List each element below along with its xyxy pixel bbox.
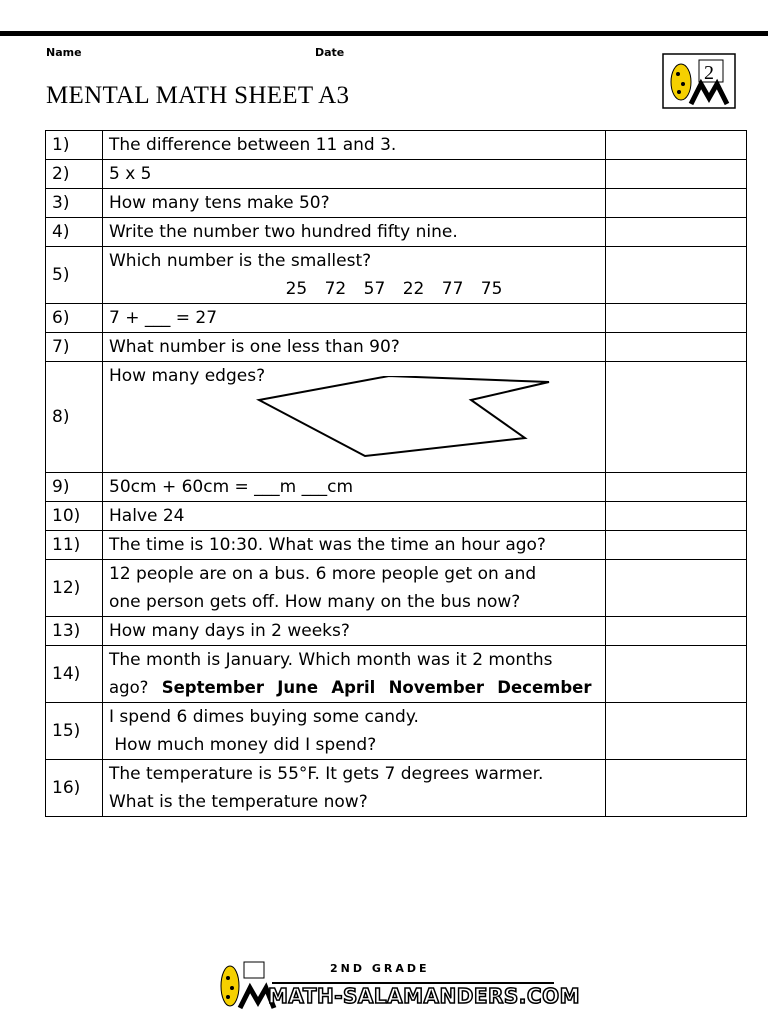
answer-box[interactable] xyxy=(606,617,747,646)
shape-area xyxy=(109,390,599,472)
answer-box[interactable] xyxy=(606,131,747,160)
question-row xyxy=(46,131,747,160)
answer-box[interactable] xyxy=(606,247,747,304)
footer-grade: 2ND GRADE xyxy=(330,962,430,975)
month-option: December xyxy=(497,678,592,697)
answer-box[interactable] xyxy=(606,189,747,218)
question-row xyxy=(46,333,747,362)
question-number: 7) xyxy=(46,333,103,362)
question-row xyxy=(46,531,747,560)
question-cell xyxy=(103,703,606,760)
number-option: 57 xyxy=(363,279,386,299)
footer-site: MATH-SALAMANDERS.COM xyxy=(268,984,580,1008)
question-row xyxy=(46,160,747,189)
question-cell xyxy=(103,362,606,473)
question-number: 16) xyxy=(46,760,103,817)
question-number: 10) xyxy=(46,502,103,531)
question-number: 14) xyxy=(46,646,103,703)
month-option: November xyxy=(388,678,485,697)
page-title: MENTAL MATH SHEET A3 xyxy=(46,82,350,109)
question-cell xyxy=(103,646,606,703)
grade-badge: 2 xyxy=(704,62,714,84)
question-number: 12) xyxy=(46,560,103,617)
question-number: 1) xyxy=(46,131,103,160)
question-text: 5 x 5 xyxy=(103,160,606,189)
question-text-line2: What is the temperature now? xyxy=(109,792,368,812)
answer-box[interactable] xyxy=(606,160,747,189)
question-text-line2: ago? xyxy=(109,678,149,697)
question-number: 11) xyxy=(46,531,103,560)
question-text-line1: The month is January. Which month was it 2 months xyxy=(109,650,553,670)
question-row xyxy=(46,189,747,218)
question-number: 3) xyxy=(46,189,103,218)
answer-box[interactable] xyxy=(606,703,747,760)
question-row xyxy=(46,617,747,646)
question-number: 13) xyxy=(46,617,103,646)
question-text: The difference between 11 and 3. xyxy=(103,131,606,160)
questions-table xyxy=(45,130,747,817)
question-row xyxy=(46,703,747,760)
question-number: 6) xyxy=(46,304,103,333)
question-row xyxy=(46,646,747,703)
question-number: 15) xyxy=(46,703,103,760)
question-text-line2: How much money did I spend? xyxy=(109,735,377,755)
question-text: Write the number two hundred fifty nine. xyxy=(103,218,606,247)
month-option: April xyxy=(331,678,376,697)
question-text: How many tens make 50? xyxy=(103,189,606,218)
question-number: 9) xyxy=(46,473,103,502)
grade-logo xyxy=(661,52,737,110)
question-number: 5) xyxy=(46,247,103,304)
question-number: 4) xyxy=(46,218,103,247)
number-list xyxy=(109,275,599,303)
answer-box[interactable] xyxy=(606,560,747,617)
answer-box[interactable] xyxy=(606,760,747,817)
answer-box[interactable] xyxy=(606,531,747,560)
question-cell xyxy=(103,247,606,304)
polygon-shape xyxy=(109,376,569,458)
top-rule xyxy=(0,31,768,36)
question-row xyxy=(46,304,747,333)
question-number: 8) xyxy=(46,362,103,473)
answer-box[interactable] xyxy=(606,218,747,247)
answer-box[interactable] xyxy=(606,362,747,473)
answer-box[interactable] xyxy=(606,304,747,333)
question-text: How many days in 2 weeks? xyxy=(103,617,606,646)
date-label: Date xyxy=(315,46,345,59)
question-text: What number is one less than 90? xyxy=(103,333,606,362)
question-text: Halve 24 xyxy=(103,502,606,531)
month-option: September xyxy=(161,678,264,697)
name-label: Name xyxy=(46,46,82,59)
question-text: Which number is the smallest? xyxy=(109,251,372,271)
question-row xyxy=(46,362,747,473)
question-row xyxy=(46,560,747,617)
answer-box[interactable] xyxy=(606,646,747,703)
question-row xyxy=(46,218,747,247)
answer-box[interactable] xyxy=(606,473,747,502)
number-option: 22 xyxy=(402,279,425,299)
question-text: 50cm + 60cm = ___m ___cm xyxy=(103,473,606,502)
question-row xyxy=(46,502,747,531)
question-cell xyxy=(103,560,606,617)
question-row xyxy=(46,473,747,502)
question-text: The time is 10:30. What was the time an hour ago? xyxy=(103,531,606,560)
month-choices xyxy=(109,674,599,702)
number-option: 25 xyxy=(285,279,308,299)
question-cell xyxy=(103,760,606,817)
question-text-line1: I spend 6 dimes buying some candy. xyxy=(109,707,419,727)
number-option: 72 xyxy=(324,279,347,299)
question-text: How many edges? xyxy=(109,366,266,386)
month-option: June xyxy=(277,678,319,697)
number-option: 77 xyxy=(441,279,464,299)
question-text-line1: The temperature is 55°F. It gets 7 degrees warmer. xyxy=(109,764,544,784)
question-text-line1: 12 people are on a bus. 6 more people get on and xyxy=(109,564,537,584)
question-number: 2) xyxy=(46,160,103,189)
question-row xyxy=(46,247,747,304)
question-row xyxy=(46,760,747,817)
question-text-line2: one person gets off. How many on the bus now? xyxy=(109,592,521,612)
number-option: 75 xyxy=(480,279,503,299)
question-text: 7 + ___ = 27 xyxy=(103,304,606,333)
answer-box[interactable] xyxy=(606,502,747,531)
answer-box[interactable] xyxy=(606,333,747,362)
